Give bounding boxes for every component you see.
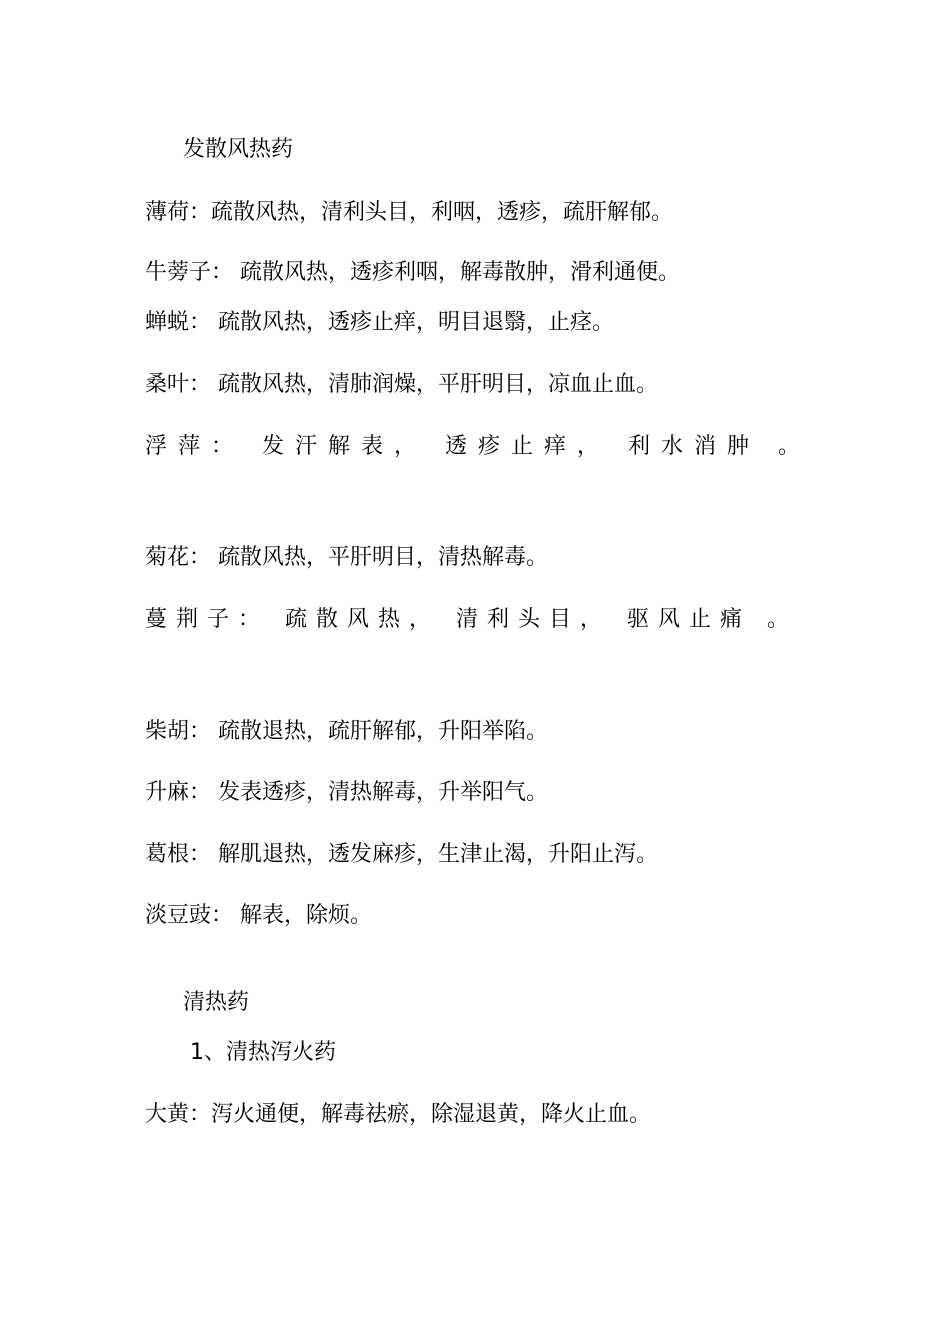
section-title-fasan-fengre: 发散风热药 xyxy=(183,137,294,162)
section-title-qingre: 清热药 xyxy=(183,990,250,1015)
item-chantui: 蝉蜕： 疏散风热，透疹止痒，明目退翳，止痉。 xyxy=(145,310,614,335)
item-bohe: 薄荷：疏散风热，清利头目，利咽，透疹，疏肝解郁。 xyxy=(145,200,674,225)
item-shengma: 升麻： 发表透疹，清热解毒，升举阳气。 xyxy=(145,780,548,805)
item-dandouchi: 淡豆豉： 解表，除烦。 xyxy=(145,903,372,928)
item-gegen: 葛根： 解肌退热，透发麻疹，生津止渴，升阳止泻。 xyxy=(145,842,658,867)
item-fuping: 浮萍： 发汗解表， 透疹止痒， 利水消肿 。 xyxy=(145,434,811,459)
item-niubangzi: 牛蒡子： 疏散风热，透疹利咽，解毒散肿，滑利通便。 xyxy=(145,260,680,285)
item-sangye: 桑叶： 疏散风热，清肺润燥，平肝明目，凉血止血。 xyxy=(145,372,658,397)
item-manjingzi: 蔓荆子： 疏散风热， 清利头目， 驱风止痛 。 xyxy=(145,607,798,632)
item-dahuang: 大黄：泻火通便，解毒祛瘀，除湿退黄，降火止血。 xyxy=(145,1102,652,1127)
section-subtitle-qingre-xiehuo: 1、清热泻火药 xyxy=(190,1040,336,1065)
item-chaihu: 柴胡： 疏散退热，疏肝解郁，升阳举陷。 xyxy=(145,719,548,744)
item-juhua: 菊花： 疏散风热，平肝明目，清热解毒。 xyxy=(145,545,548,570)
